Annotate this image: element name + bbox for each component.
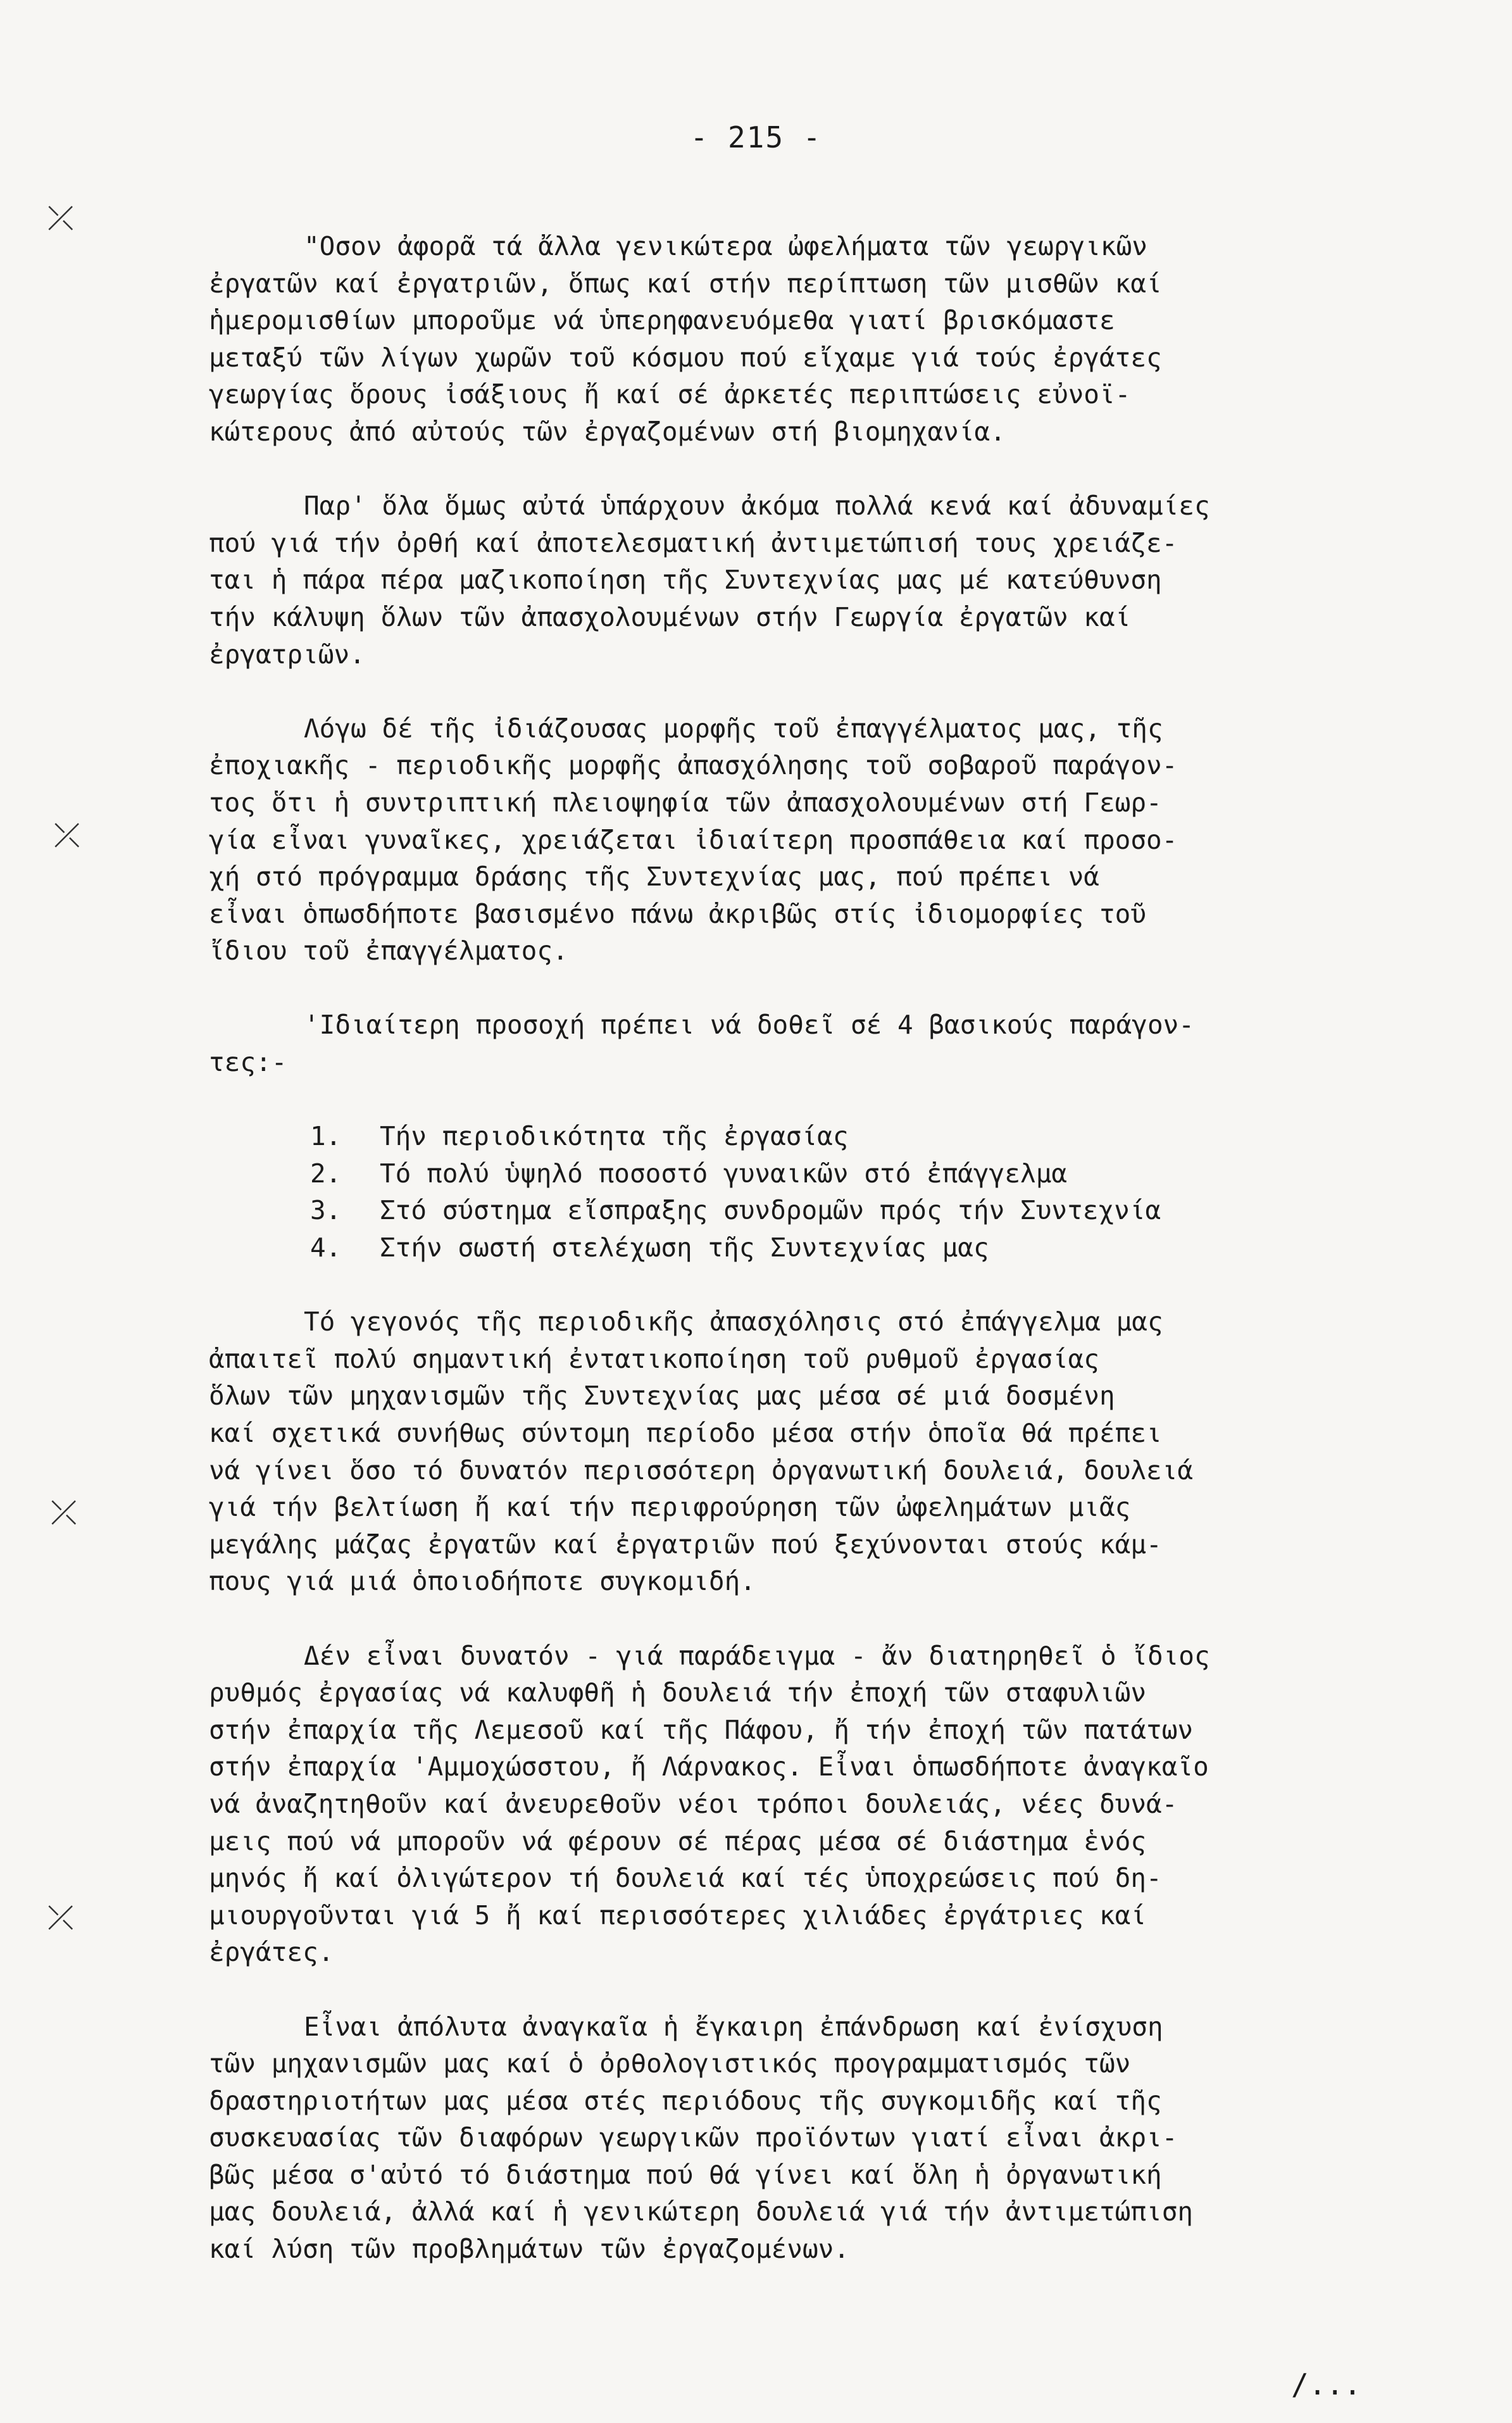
text-line: ἡμερομισθίων μποροῦμε νά ὑπερηφανευόμεθα γιατί βρισκόμαστε xyxy=(209,305,1115,336)
list-text: Στήν σωστή στελέχωση τῆς Συντεχνίας μας xyxy=(380,1232,989,1263)
text-line: Λόγω δέ τῆς ἰδιάζουσας μορφῆς τοῦ ἐπαγγέλματος μας, τῆς xyxy=(304,713,1163,744)
text-line: καί σχετικά συνήθως σύντομη περίοδο μέσα στήν ὁποῖα θά πρέπει xyxy=(209,1418,1162,1448)
text-line: μας δουλειά, ἀλλά καί ἡ γενικώτερη δουλειά γιά τήν ἀντιμετώπιση xyxy=(209,2196,1194,2227)
text-line: Παρ' ὅλα ὅμως αὐτά ὑπάρχουν ἀκόμα πολλά κενά καί ἀδυναμίες xyxy=(304,491,1210,522)
list-text: Τό πολύ ὑψηλό ποσοστό γυναικῶν στό ἐπάγγελμα xyxy=(380,1158,1068,1189)
text-line: γεωργίας ὅρους ἰσάξιους ἤ καί σέ ἀρκετές περιπτώσεις εὐνοϊ- xyxy=(209,379,1131,410)
text-line: πού γιά τήν ὀρθή καί ἀποτελεσματική ἀντιμετώπισή τους χρειάζε- xyxy=(209,527,1178,558)
text-line: ἐργάτες. xyxy=(209,1937,334,1968)
list-text: Τήν περιοδικότητα τῆς ἐργασίας xyxy=(380,1121,849,1152)
text-line: ἐργατριῶν. xyxy=(209,639,365,670)
text-line: νά ἀναζητηθοῦν καί ἀνευρεθοῦν νέοι τρόποι δουλειάς, νέες δυνά- xyxy=(209,1788,1178,1819)
paragraph-2 xyxy=(209,487,1386,673)
text-line: μηνός ἤ καί ὀλιγώτερον τή δουλειά καί τές ὑποχρεώσεις πού δη- xyxy=(209,1863,1162,1894)
list-item xyxy=(209,1192,1386,1229)
text-line: χή στό πρόγραμμα δράσης τῆς Συντεχνίας μας, πού πρέπει νά xyxy=(209,861,1099,892)
text-line: κώτερους ἀπό αὐτούς τῶν ἐργαζομένων στή βιομηχανία. xyxy=(209,416,1006,447)
text-line: τῶν μηχανισμῶν μας καί ὁ ὀρθολογιστικός προγραμματισμός τῶν xyxy=(209,2048,1131,2079)
text-line: καί λύση τῶν προβλημάτων τῶν ἐργαζομένων. xyxy=(209,2234,850,2265)
text-line: ἐργατῶν καί ἐργατριῶν, ὅπως καί στήν περίπτωση τῶν μισθῶν καί xyxy=(209,268,1162,299)
page-number: - 215 - xyxy=(690,120,822,154)
text-line: ἴδιου τοῦ ἐπαγγέλματος. xyxy=(209,936,568,967)
numbered-list xyxy=(209,1118,1386,1266)
margin-tick-mark: ⤫ xyxy=(54,817,80,855)
text-line: γία εἶναι γυναῖκες, χρειάζεται ἰδιαίτερη προσπάθεια καί προσο- xyxy=(209,824,1178,855)
list-number: 3. xyxy=(310,1195,342,1226)
list-number: 4. xyxy=(310,1232,342,1263)
text-line: βῶς μέσα σ'αὐτό τό διάστημα πού θά γίνει καί ὅλη ἡ ὀργανωτική xyxy=(209,2159,1162,2190)
list-item xyxy=(209,1229,1386,1267)
text-line: 'Ιδιαίτερη προσοχή πρέπει νά δοθεῖ σέ 4 βασικούς παράγον- xyxy=(304,1010,1194,1041)
text-line: γιά τήν βελτίωση ἤ καί τήν περιφρούρηση τῶν ὠφελημάτων μιᾶς xyxy=(209,1492,1131,1523)
text-line: συσκευασίας τῶν διαφόρων γεωργικῶν προϊόντων γιατί εἶναι ἀκρι- xyxy=(209,2122,1178,2153)
text-line: ρυθμός ἐργασίας νά καλυφθῆ ἡ δουλειά τήν ἐποχή τῶν σταφυλιῶν xyxy=(209,1677,1147,1708)
margin-tick-mark: ⤫ xyxy=(47,199,74,237)
text-line: ἐποχιακῆς - περιοδικῆς μορφῆς ἀπασχόλησης τοῦ σοβαροῦ παράγον- xyxy=(209,750,1178,781)
text-line: μεγάλης μάζας ἐργατῶν καί ἐργατριῶν πού ξεχύνονται στούς κάμ- xyxy=(209,1529,1162,1560)
paragraph-3 xyxy=(209,710,1386,970)
text-line: τήν κάλυψη ὅλων τῶν ἀπασχολουμένων στήν Γεωργία ἐργατῶν καί xyxy=(209,601,1131,632)
margin-tick-mark: ⤫ xyxy=(51,1494,77,1532)
text-line: ται ἡ πάρα πέρα μαζικοποίηση τῆς Συντεχνίας μας μέ κατεύθυνση xyxy=(209,565,1162,596)
document-body xyxy=(209,228,1386,2268)
list-item xyxy=(209,1155,1386,1193)
text-line: πους γιά μιά ὁποιοδήποτε συγκομιδή. xyxy=(209,1566,756,1597)
text-line: στήν ἐπαρχία τῆς Λεμεσοῦ καί τῆς Πάφου, ἤ τήν ἐποχή τῶν πατάτων xyxy=(209,1714,1194,1745)
list-number: 1. xyxy=(310,1121,342,1152)
list-item xyxy=(209,1118,1386,1155)
text-line: τος ὅτι ἡ συντριπτική πλειοψηφία τῶν ἀπασχολουμένων στή Γεωρ- xyxy=(209,787,1162,818)
text-line: "Οσον ἀφορᾶ τά ἄλλα γενικώτερα ὠφελήματα τῶν γεωργικῶν xyxy=(304,231,1147,261)
text-line: μεις πού νά μποροῦν νά φέρουν σέ πέρας μέσα σέ διάστημα ἑνός xyxy=(209,1825,1147,1856)
text-line: Δέν εἶναι δυνατόν - γιά παράδειγμα - ἄν διατηρηθεῖ ὁ ἴδιος xyxy=(304,1640,1210,1671)
text-line: Τό γεγονός τῆς περιοδικῆς ἀπασχόλησις στό ἐπάγγελμα μας xyxy=(304,1306,1163,1337)
paragraph-5 xyxy=(209,1303,1386,1600)
text-line: ἀπαιτεῖ πολύ σημαντική ἐντατικοποίηση τοῦ ρυθμοῦ ἐργασίας xyxy=(209,1343,1099,1374)
paragraph-7 xyxy=(209,2008,1386,2268)
list-text: Στό σύστημα εἴσπραξης συνδρομῶν πρός τήν Συντεχνία xyxy=(380,1195,1161,1226)
paragraph-4 xyxy=(209,1006,1386,1080)
paragraph-6 xyxy=(209,1637,1386,1971)
text-line: στήν ἐπαρχία 'Αμμοχώσστου, ἤ Λάρνακος. Εἶναι ὁπωσδήποτε ἀναγκαῖο xyxy=(209,1751,1209,1782)
text-line: τες:- xyxy=(209,1047,287,1078)
text-line: νά γίνει ὅσο τό δυνατόν περισσότερη ὀργανωτική δουλειά, δουλειά xyxy=(209,1455,1194,1486)
text-line: ὅλων τῶν μηχανισμῶν τῆς Συντεχνίας μας μέσα σέ μιά δοσμένη xyxy=(209,1381,1115,1412)
paragraph-1 xyxy=(209,228,1386,451)
text-line: εἶναι ὁπωσδήποτε βασισμένο πάνω ἀκριβῶς στίς ἰδιομορφίες τοῦ xyxy=(209,898,1147,929)
margin-tick-mark: ⤫ xyxy=(47,1899,74,1937)
text-line: δραστηριοτήτων μας μέσα στές περιόδους τῆς συγκομιδῆς καί τῆς xyxy=(209,2085,1162,2116)
list-number: 2. xyxy=(310,1158,342,1189)
text-line: μεταξύ τῶν λίγων χωρῶν τοῦ κόσμου πού εἴχαμε γιά τούς ἐργάτες xyxy=(209,342,1162,373)
text-line: μιουργοῦνται γιά 5 ἤ καί περισσότερες χιλιάδες ἐργάτριες καί xyxy=(209,1900,1147,1931)
continuation-mark: /... xyxy=(1291,2367,1361,2401)
text-line: Εἶναι ἀπόλυτα ἀναγκαῖα ἡ ἔγκαιρη ἐπάνδρωση καί ἐνίσχυση xyxy=(304,2011,1163,2042)
